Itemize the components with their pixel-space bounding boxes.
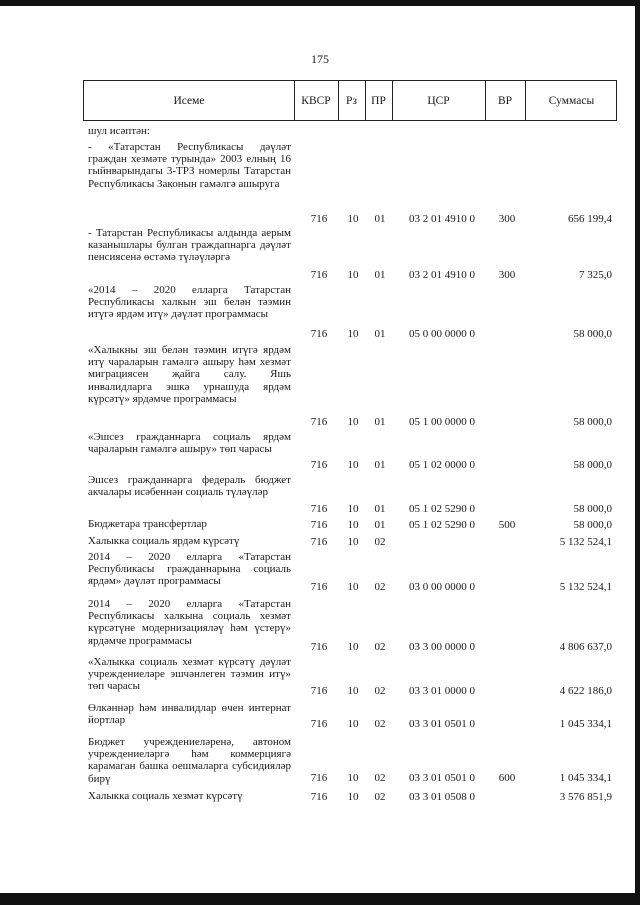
row-kbsr: 716 xyxy=(310,416,328,428)
row-sum: 58 000,0 xyxy=(573,459,612,471)
row-sum: 1 045 334,1 xyxy=(559,718,612,730)
row-kbsr: 716 xyxy=(310,685,328,697)
row-pr: 02 xyxy=(374,718,386,730)
row-sum: 58 000,0 xyxy=(573,416,612,428)
row-vr: 300 xyxy=(498,213,516,225)
row-pr: 02 xyxy=(374,791,386,803)
row-pr: 01 xyxy=(374,519,386,531)
row-csr: 05 1 02 5290 0 xyxy=(409,519,475,531)
row-rz: 10 xyxy=(347,718,359,730)
row-name: - Татарстан Республикасы алдында аерым казанышлары булган граждапнарга дәүләт пенсиясенә өстәмә түләүләргә xyxy=(88,227,291,264)
row-name: 2014 – 2020 елларга «Татарстан Республикасы халкына социаль хезмәт күрсәтүне модернизацияләү һәм үстерү» ярдәмче программасы xyxy=(88,598,291,647)
row-rz: 10 xyxy=(347,791,359,803)
row-sum: 4 622 186,0 xyxy=(559,685,612,697)
row-name: Бюджетара трансфертлар xyxy=(88,518,207,530)
row-vr: 600 xyxy=(498,772,516,784)
row-csr: 03 3 01 0508 0 xyxy=(409,791,475,803)
row-name: Өлкәннәр һәм инвалидлар өчен интернат йортлар xyxy=(88,702,291,727)
table-row xyxy=(0,516,640,531)
header-csr: ЦСР xyxy=(427,94,450,107)
row-pr: 01 xyxy=(374,459,386,471)
row-kbsr: 716 xyxy=(310,328,328,340)
table-row xyxy=(0,596,640,653)
row-name: Халыкка социаль ярдәм күрсәтү xyxy=(88,535,240,547)
row-kbsr: 716 xyxy=(310,536,328,548)
row-rz: 10 xyxy=(347,685,359,697)
row-pr: 01 xyxy=(374,213,386,225)
table-row xyxy=(0,700,640,730)
row-rz: 10 xyxy=(347,772,359,784)
row-rz: 10 xyxy=(347,536,359,548)
row-vr: 500 xyxy=(498,519,516,531)
row-kbsr: 716 xyxy=(310,791,328,803)
table-row xyxy=(0,139,640,225)
row-pr: 02 xyxy=(374,772,386,784)
row-pr: 02 xyxy=(374,641,386,653)
row-kbsr: 716 xyxy=(310,213,328,225)
row-pr: 01 xyxy=(374,503,386,515)
row-sum: 7 325,0 xyxy=(579,269,612,281)
row-kbsr: 716 xyxy=(310,641,328,653)
table-row xyxy=(0,472,640,515)
row-csr: 05 1 02 5290 0 xyxy=(409,503,475,515)
row-rz: 10 xyxy=(347,519,359,531)
row-rz: 10 xyxy=(347,328,359,340)
scan-border-top xyxy=(0,0,640,6)
row-sum: 58 000,0 xyxy=(573,503,612,515)
row-csr: 05 1 02 0000 0 xyxy=(409,459,475,471)
table-row xyxy=(0,549,640,593)
row-name: «Халыкка социаль хезмәт күрсәтү дәүләт учреждениеләре эшчәнлеген тәэмин итү» төп чарасы xyxy=(88,656,291,693)
row-pr: 02 xyxy=(374,581,386,593)
row-rz: 10 xyxy=(347,581,359,593)
row-csr: 03 3 01 0000 0 xyxy=(409,685,475,697)
scan-border-bottom xyxy=(0,893,640,905)
header-sum: Суммасы xyxy=(548,94,595,107)
row-rz: 10 xyxy=(347,269,359,281)
row-pr: 02 xyxy=(374,536,386,548)
row-vr: 300 xyxy=(498,269,516,281)
row-kbsr: 716 xyxy=(310,772,328,784)
row-name: Бюджет учреждениеләренә, автоном учреждениеләргә һәм коммерциягә карамаган башка оешмаларга субсидияләр бирү xyxy=(88,736,291,785)
row-csr: 05 0 00 0000 0 xyxy=(409,328,475,340)
table-row xyxy=(0,789,640,803)
row-kbsr: 716 xyxy=(310,503,328,515)
row-csr: 03 3 01 0501 0 xyxy=(409,718,475,730)
row-sum: 5 132 524,1 xyxy=(559,536,612,548)
row-csr: 03 2 01 4910 0 xyxy=(409,269,475,281)
row-kbsr: 716 xyxy=(310,718,328,730)
header-name: Исеме xyxy=(173,94,205,107)
row-pr: 01 xyxy=(374,416,386,428)
header-pr: ПР xyxy=(371,94,386,107)
header-kbsr: КВСР xyxy=(301,94,331,107)
row-kbsr: 716 xyxy=(310,269,328,281)
row-pr: 01 xyxy=(374,328,386,340)
table-row xyxy=(0,654,640,697)
row-kbsr: 716 xyxy=(310,459,328,471)
page-number: 175 xyxy=(311,52,329,66)
row-csr: 05 1 00 0000 0 xyxy=(409,416,475,428)
row-name: «Халыкны эш белән тәэмин итүгә ярдәм итү чараларын гамәлгә ашыру һәм хезмәт миграциясен җайга салу. Яшь инвалидларга эшкә урнашуда ярдәм күрсәтү» ярдәмче программасы xyxy=(88,344,291,405)
table-header xyxy=(83,80,617,121)
table-row xyxy=(0,533,640,548)
row-sum: 3 576 851,9 xyxy=(559,791,612,803)
row-rz: 10 xyxy=(347,213,359,225)
row-rz: 10 xyxy=(347,641,359,653)
row-name: шул исәптән: xyxy=(88,125,150,137)
table-row xyxy=(0,734,640,784)
row-name: «2014 – 2020 елларга Татарстан Республикасы халкын эш белән тәэмин итүгә ярдәм итү» дәүләт программасы xyxy=(88,284,291,321)
row-name: - «Татарстан Республикасы дәүләт граждан хезмәте турында» 2003 елның 16 гыйнварындагы 3-ТРЗ номерлы Татарстан Республикасы Законын гамәлгә ашыруга xyxy=(88,141,291,190)
row-pr: 01 xyxy=(374,269,386,281)
row-name: Халыкка социаль хезмәт күрсәтү xyxy=(88,790,243,802)
row-csr: 03 3 00 0000 0 xyxy=(409,641,475,653)
table-row xyxy=(0,282,640,340)
table-row xyxy=(0,429,640,471)
table-row xyxy=(0,342,640,428)
row-name: Эшсез гражданнарга федераль бюджет акчалары исәбеннән социаль түләүләр xyxy=(88,474,291,499)
row-sum: 4 806 637,0 xyxy=(559,641,612,653)
row-pr: 02 xyxy=(374,685,386,697)
row-csr: 03 3 01 0501 0 xyxy=(409,772,475,784)
row-sum: 656 199,4 xyxy=(568,213,612,225)
table-row xyxy=(0,225,640,281)
row-sum: 58 000,0 xyxy=(573,519,612,531)
row-sum: 5 132 524,1 xyxy=(559,581,612,593)
row-kbsr: 716 xyxy=(310,519,328,531)
row-name: 2014 – 2020 елларга «Татарстан Республикасы гражданнарына социаль ярдәм» дәүләт программасы xyxy=(88,551,291,588)
row-name: «Эшсез гражданнарга социаль ярдәм чараларын гамәлгә ашыру» төп чарасы xyxy=(88,431,291,456)
row-sum: 1 045 334,1 xyxy=(559,772,612,784)
row-rz: 10 xyxy=(347,416,359,428)
row-csr: 03 2 01 4910 0 xyxy=(409,213,475,225)
row-kbsr: 716 xyxy=(310,581,328,593)
row-sum: 58 000,0 xyxy=(573,328,612,340)
row-rz: 10 xyxy=(347,503,359,515)
header-vr: ВР xyxy=(497,94,513,107)
row-rz: 10 xyxy=(347,459,359,471)
row-csr: 03 0 00 0000 0 xyxy=(409,581,475,593)
header-rz: Рз xyxy=(346,94,357,107)
table-row xyxy=(0,125,640,139)
